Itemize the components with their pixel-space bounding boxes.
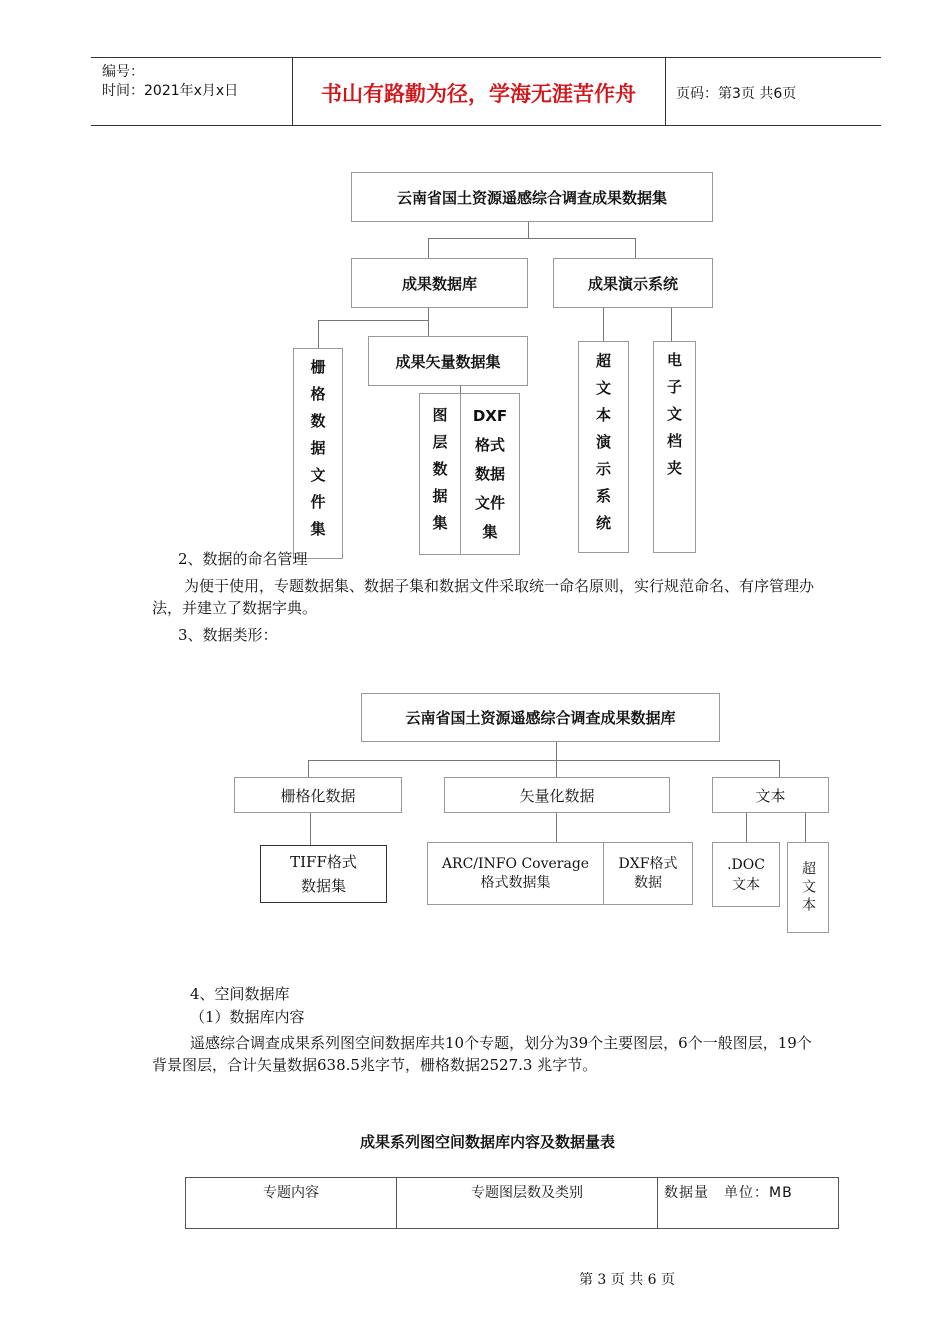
d2-tiff-box: TIFF格式数据集 [260, 845, 387, 903]
d1-db-box: 成果数据库 [351, 258, 528, 308]
section3-title: 3、数据类形： [178, 626, 278, 644]
section2-body: 为便于使用，专题数据集、数据子集和数据文件采取统一命名原则，实行规范命名、有序管理办法，并建立了数据字典。 [152, 577, 815, 617]
table-caption: 成果系列图空间数据库内容及数据量表 [359, 1133, 615, 1151]
d1-demo-box: 成果演示系统 [553, 258, 713, 308]
col-topic: 专题内容 [186, 1178, 397, 1229]
d2-dxf-box: DXF格式数据 [603, 842, 693, 905]
col-volume: 数据量 单位：MB [658, 1178, 839, 1229]
section4-title: 4、空间数据库 [190, 985, 290, 1003]
d2-raster-box: 栅格化数据 [234, 777, 402, 813]
d1-archive-box: 电子文档夹 [653, 341, 696, 553]
d2-arcinfo-box: ARC/INFO Coverage格式数据集 [427, 842, 604, 905]
motto: 书山有路勤为径，学海无涯苦作舟 [321, 82, 636, 106]
d2-vector-box: 矢量化数据 [444, 777, 670, 813]
time-label: 时间：2021年x月x日 [102, 83, 239, 99]
section2-title: 2、数据的命名管理 [178, 550, 308, 568]
data-table [185, 1177, 839, 1229]
section4-body: 遥感综合调查成果系列图空间数据库共10个专题，划分为39个主要图层，6个一般图层，19个背景图层，合计矢量数据638.5兆字节，栅格数据2527.3 兆字节。 [152, 1034, 812, 1074]
section4-subtitle: （1）数据库内容 [190, 1008, 305, 1026]
d1-hypertext-box: 超文本演示系统 [578, 341, 629, 553]
header-divider [665, 57, 666, 126]
d2-root-box: 云南省国土资源遥感综合调查成果数据库 [361, 693, 720, 742]
d1-dxf-box: DXF格式数据文件集 [460, 393, 520, 555]
d1-raster-box: 栅格数据文件集 [293, 348, 343, 559]
col-layers: 专题图层数及类别 [397, 1178, 658, 1229]
d2-text-box: 文本 [712, 777, 829, 813]
d1-vector-box: 成果矢量数据集 [368, 336, 528, 386]
d2-hyper-box: 超文本 [787, 842, 829, 933]
d2-doc-box: .DOC文本 [712, 842, 780, 907]
number-label: 编号： [102, 64, 144, 80]
d1-layers-box: 图层数据集 [419, 393, 461, 555]
d1-root-box: 云南省国土资源遥感综合调查成果数据集 [351, 172, 713, 222]
page-footer: 第 3 页 共 6 页 [578, 1272, 676, 1288]
table-header-row [186, 1178, 839, 1229]
page-label: 页码：第3页 共6页 [676, 86, 797, 102]
